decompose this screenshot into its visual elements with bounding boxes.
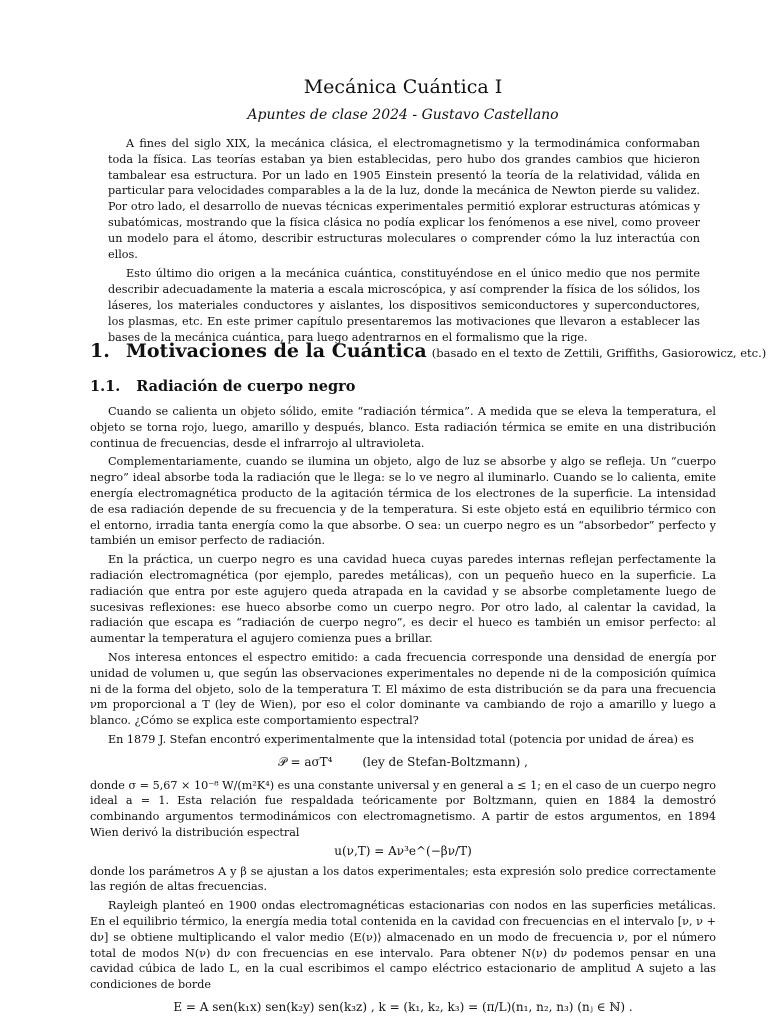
section-body bbox=[90, 404, 716, 1023]
section-heading bbox=[90, 340, 767, 362]
body-paragraph-3: En la práctica, un cuerpo negro es una cavidad hueca cuyas paredes internas reflejan perfectamente la radiación electromagnética (por ejemplo, paredes metálicas), con un pequeño hueco en la superficie. La radiación que entra por este agujero queda atrapada en la cavidad y se absorbe completamente luego de sucesivas reflexiones: ese hueco absorbe como un cuerpo negro. Por otro lado, al calentar la cavidad, la radiación que escapa es “radiación de cuerpo negro”, es decir el hueco es también un emisor perfecto: al aumentar la temperatura el agujero comienza pues a brillar. bbox=[90, 553, 716, 646]
equation-1: 𝒫 = aσT⁴ bbox=[278, 754, 333, 769]
body-paragraph-1: Cuando se calienta un objeto sólido, emite “radiación térmica”. A medida que se eleva la temperatura, el objeto se torna rojo, luego, amarillo y después, blanco. Esta radiación térmica se emite en una distribución continua de frecuencias, desde el infrarrojo al ultravioleta. bbox=[90, 405, 716, 450]
body-paragraph-2: Complementariamente, cuando se ilumina un objeto, algo de luz se absorbe y algo se refleja. Un “cuerpo negro” ideal absorbe toda la radiación que le llega: se lo ve negro al iluminarlo. Cuando se lo calienta, emite energía electromagnética producto de la agitación térmica de los electrones de la superficie. La intensidad de esa radiación depende de su frecuencia y de la temperatura. Si este objeto está en equilibrio térmico con el entorno, irradia tanta energía como la que absorbe. O sea: un cuerpo negro es un “absorbedor” perfecto y también un emisor perfecto de radiación. bbox=[90, 455, 716, 548]
equation-boundary-conditions bbox=[90, 1000, 716, 1016]
intro-paragraph-2: Esto último dio origen a la mecánica cuántica, constituyéndose en el único medio que nos permite describir adecuadamente la materia a escala microscópica, y así comprender la física de los sólidos, los láseres, los materiales conductores y aislantes, los dispositivos semiconductores y superconductores, los plasmas, etc. En este primer capítulo presentaremos las motivaciones que llevaron a establecer las bases de la mecánica cuántica, para luego adentrarnos en el formalismo que la rige. bbox=[108, 267, 700, 344]
subsection-number: 1.1. bbox=[90, 378, 121, 395]
body-paragraph-5: En 1879 J. Stefan encontró experimentalmente que la intensidad total (potencia por unidad de área) es bbox=[108, 732, 694, 746]
subsection-heading bbox=[90, 378, 355, 395]
section-number: 1. bbox=[90, 340, 110, 362]
body-paragraph-8: Rayleigh planteó en 1900 ondas electromagnéticas estacionarias con nodos en las superficies metálicas. En el equilibrio térmico, la energía media total contenida en la cavidad con frecuencias en el intervalo [ν, ν + dν] se obtiene multiplicando el valor medio ⟨E(ν)⟩ almacenado en un modo de frecuencia ν, por el número total de modos N(ν) dν con frecuencias en ese intervalo. Para obtener N(ν) dν podemos pensar en una cavidad cúbica de lado L, en la cual escribimos el campo eléctrico estacionario de amplitud A sujeto a las condiciones de borde bbox=[90, 899, 716, 992]
body-paragraph-6: donde σ = 5,67 × 10⁻⁸ W/(m²K⁴) es una constante universal y en general a ≤ 1; en el caso de un cuerpo negro ideal a = 1. Esta relación fue respaldada teóricamente por Boltzmann, quien en 1884 la demostró combinando argumentos termodinámicos con electromagnetismo. A partir de estos argumentos, en 1894 Wien derivó la distribución espectral bbox=[90, 778, 716, 839]
equation-1-tag: (ley de Stefan-Boltzmann) , bbox=[362, 754, 528, 769]
document-subtitle: Apuntes de clase 2024 - Gustavo Castellano bbox=[247, 107, 559, 123]
body-paragraph-7: donde los parámetros A y β se ajustan a los datos experimentales; esta expresión solo predice correctamente las región de altas frecuencias. bbox=[90, 864, 716, 894]
subsection-title: Radiación de cuerpo negro bbox=[136, 378, 356, 395]
section-title: Motivaciones de la Cuántica bbox=[125, 340, 427, 362]
equation-2: u(ν,T) = Aν³e^(−βν/T) bbox=[334, 843, 472, 858]
equation-3: E = A sen(k₁x) sen(k₂y) sen(k₃z) , k = (k₁, k₂, k₃) = (π/L)(n₁, n₂, n₃) (nⱼ ∈ ℕ) . bbox=[173, 999, 633, 1014]
document-title: Mecánica Cuántica I bbox=[303, 76, 503, 98]
introduction bbox=[108, 136, 700, 349]
intro-paragraph-1: A fines del siglo XIX, la mecánica clásica, el electromagnetismo y la termodinámica conformaban toda la física. Las teorías estaban ya bien establecidas, pero hubo dos grandes cambios que hicieron tambalear esa estructura. Por un lado en 1905 Einstein presentó la teoría de la relatividad, válida en particular para velocidades comparables a la de la luz, donde la mecánica de Newton pierde su validez. Por otro lado, el desarrollo de nuevas técnicas experimentales permitió explorar estructuras atómicas y subatómicas, mostrando que la física clásica no podía explicar los fenómenos a ese nivel, como proveer un modelo para el átomo, describir estructuras moleculares o comprender cómo la luz interactúa con ellos. bbox=[108, 137, 700, 261]
equation-wien bbox=[90, 844, 716, 860]
section-note: (basado en el texto de Zettili, Griffiths, Gasiorowicz, etc.) bbox=[431, 346, 767, 360]
equation-stefan-boltzmann bbox=[90, 755, 716, 771]
body-paragraph-4: Nos interesa entonces el espectro emitido: a cada frecuencia corresponde una densidad de energía por unidad de volumen u, que según las observaciones experimentales no depende ni de la composición química ni de la forma del objeto, solo de la temperatura T. El máximo de esta distribución se da para una frecuencia νm proporcional a T (ley de Wien), por eso el color dominante va cambiando de rojo a amarillo y luego a blanco. ¿Cómo se explica este comportamiento espectral? bbox=[90, 650, 716, 728]
